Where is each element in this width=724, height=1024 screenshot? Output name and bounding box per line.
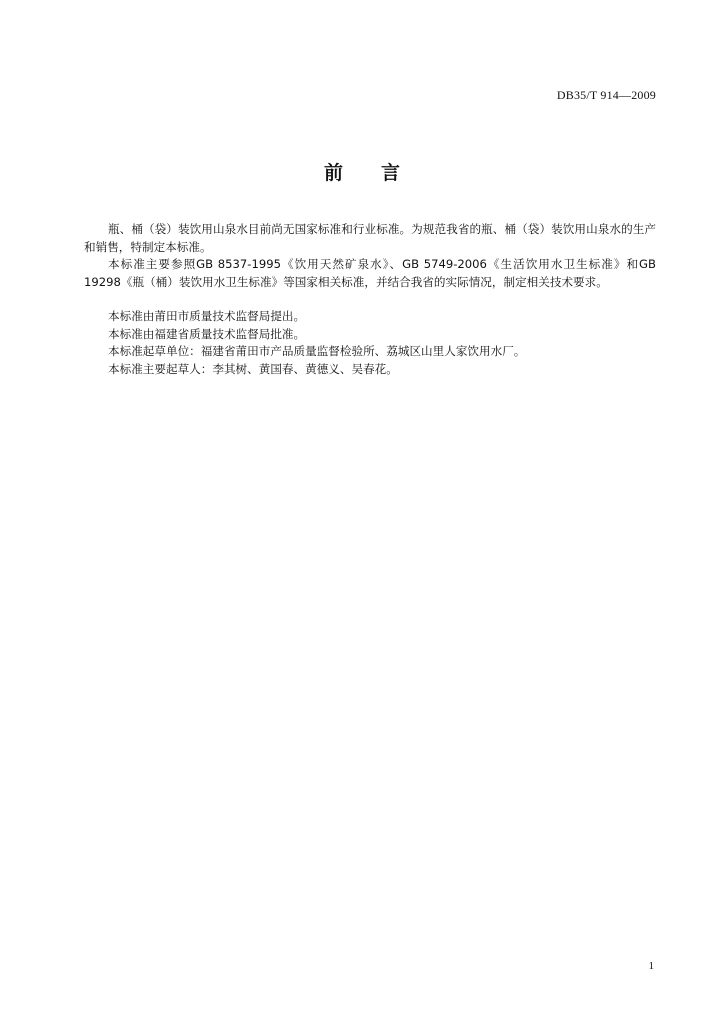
paragraph-drafting-units: 本标准起草单位：福建省莆田市产品质量监督检验所、荔城区山里人家饮用水厂。 [108, 344, 526, 358]
title-char-1: 前 [323, 162, 343, 184]
paragraph-scope: 瓶、桶（袋）装饮用山泉水目前尚无国家标准和行业标准。为规范我省的瓶、桶（袋）装饮用山泉水的生产和销售，特制定本标准。 [84, 222, 656, 254]
paragraph-approved-by: 本标准由福建省质量技术监督局批准。 [108, 326, 306, 341]
paragraph-proposed-by: 本标准由莆田市质量技术监督局提出。 [108, 309, 306, 323]
standard-code: DB35/T 914—2009 [556, 88, 656, 102]
title-char-2: 言 [381, 162, 401, 184]
foreword-body [84, 221, 656, 378]
paragraph-drafters: 本标准主要起草人：李其树、黄国春、黄德义、吴春花。 [108, 361, 398, 376]
page-number: 1 [648, 960, 654, 972]
page-title [0, 158, 724, 185]
paragraph-references: 本标准主要参照GB 8537-1995《饮用天然矿泉水》、GB 5749-2006《生活饮用水卫生标准》和GB 19298《瓶（桶）装饮用水卫生标准》等国家相关标准，并结合我省的实际情况，制定相关技术要求。 [84, 257, 656, 289]
